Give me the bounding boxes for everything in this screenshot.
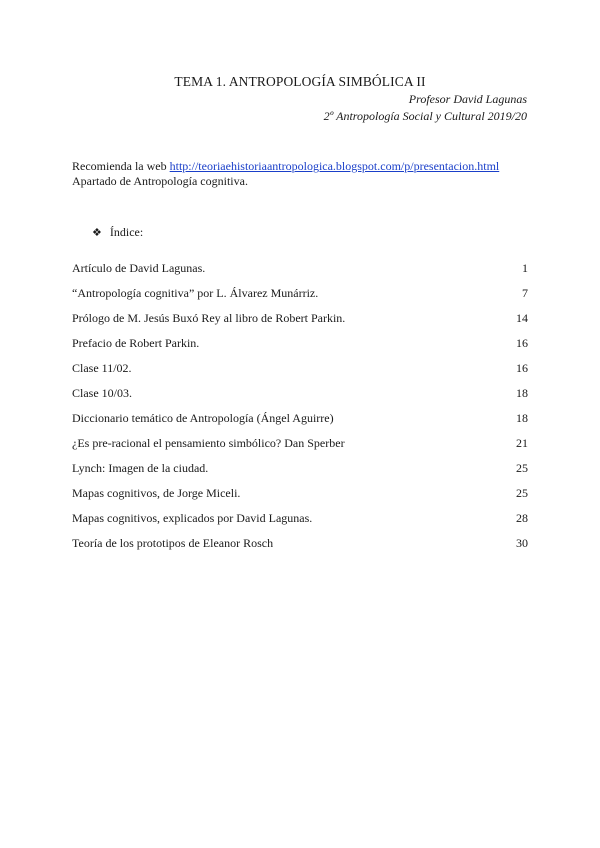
toc-entry-title: Lynch: Imagen de la ciudad. (72, 461, 209, 475)
toc-entry[interactable] (72, 286, 528, 311)
toc-entry-title: Diccionario temático de Antropología (Ángel Aguirre) (72, 411, 334, 425)
toc-entry-page: 30 (516, 536, 528, 550)
toc-entry-page: 18 (516, 411, 528, 425)
toc-entry-page: 25 (516, 461, 528, 475)
author-line: Profesor David Lagunas (408, 92, 527, 106)
toc-entry-page: 16 (516, 361, 528, 375)
toc-entry[interactable] (72, 511, 528, 536)
toc-entry-title: Teoría de los prototipos de Eleanor Rosch (72, 536, 274, 550)
toc-entry[interactable] (72, 386, 528, 411)
toc-entry[interactable] (72, 411, 528, 436)
toc-entry-page: 14 (516, 311, 528, 325)
toc-entry-title: “Antropología cognitiva” por L. Álvarez Munárriz. (72, 286, 319, 300)
toc-entry[interactable] (72, 486, 528, 511)
toc-entry[interactable] (72, 336, 528, 361)
toc-entry-page: 16 (516, 336, 528, 350)
toc-entry[interactable] (72, 536, 528, 561)
website-link[interactable]: http://teoriaehistoriaantropologica.blogspot.com/p/presentacion.html (169, 159, 500, 173)
course-line: 2º Antropología Social y Cultural 2019/20 (323, 109, 527, 123)
toc-entry-title: Artículo de David Lagunas. (72, 261, 206, 275)
recommendation-line (72, 158, 499, 175)
table-of-contents (72, 261, 528, 561)
toc-entry-title: Prólogo de M. Jesús Buxó Rey al libro de Robert Parkin. (72, 311, 346, 325)
recommend-prefix: Recomienda la web (72, 159, 170, 173)
toc-entry-page: 7 (522, 286, 528, 300)
toc-entry-title: ¿Es pre-racional el pensamiento simbólico? Dan Sperber (72, 436, 345, 450)
toc-entry-title: Mapas cognitivos, explicados por David Lagunas. (72, 511, 313, 525)
toc-entry-page: 1 (522, 261, 528, 275)
toc-entry[interactable] (72, 311, 528, 336)
toc-entry[interactable] (72, 261, 528, 286)
toc-entry-page: 25 (516, 486, 528, 500)
toc-entry-title: Clase 10/03. (72, 386, 132, 400)
toc-entry-title: Prefacio de Robert Parkin. (72, 336, 200, 350)
toc-entry[interactable] (72, 436, 528, 461)
diamond-bullet-icon: ❖ (92, 227, 102, 239)
toc-entry-page: 28 (516, 511, 528, 525)
section-label: Apartado de Antropología cognitiva. (72, 174, 248, 188)
toc-entry-page: 21 (516, 436, 528, 450)
toc-entry-title: Mapas cognitivos, de Jorge Miceli. (72, 486, 241, 500)
toc-entry-title: Clase 11/02. (72, 361, 132, 375)
index-heading-label: Índice: (109, 225, 144, 239)
toc-entry[interactable] (72, 461, 528, 486)
toc-entry-page: 18 (516, 386, 528, 400)
page-title: TEMA 1. ANTROPOLOGÍA SIMBÓLICA II (174, 74, 426, 89)
index-heading (92, 225, 143, 240)
toc-entry[interactable] (72, 361, 528, 386)
